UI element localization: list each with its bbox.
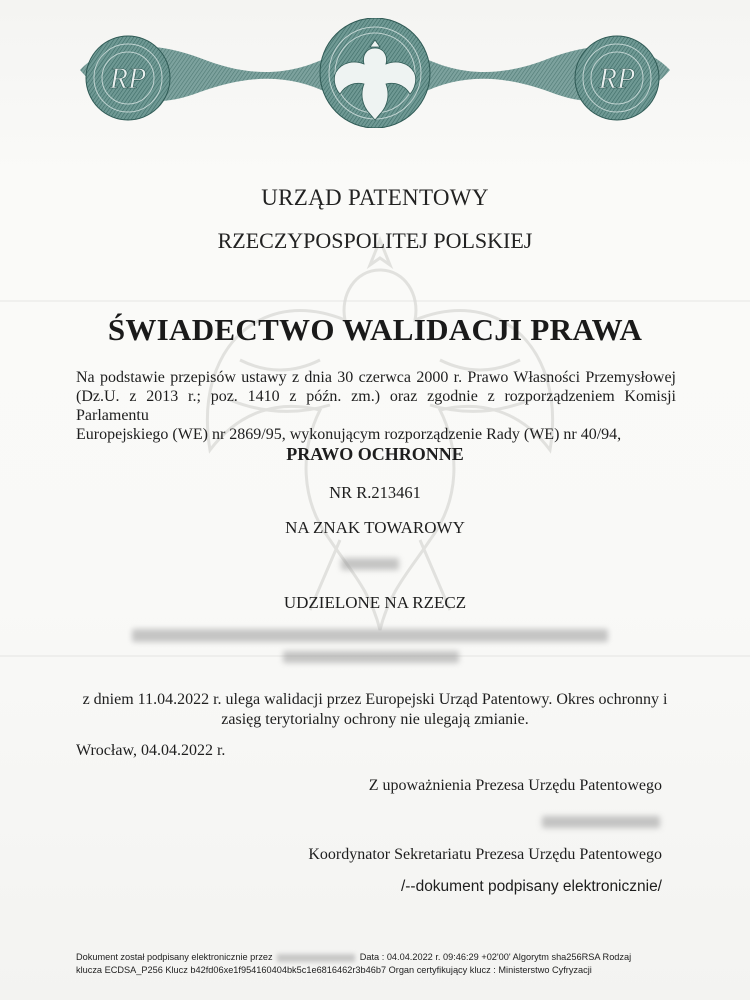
- footer-line: klucza ECDSA_P256 Klucz b42fd06xe1f954160404bk5c1e6816462r3b46b7 Organ certyfikujący klucz : Ministerstwo Cyfryzacji: [76, 965, 592, 975]
- trademark-subject: NA ZNAK TOWAROWY: [285, 518, 465, 537]
- document-title: ŚWIADECTWO WALIDACJI PRAWA: [107, 312, 643, 347]
- right-type: PRAWO OCHRONNE: [286, 444, 464, 464]
- rp-monogram-left: RP: [109, 62, 147, 95]
- redacted-signer: [277, 954, 355, 962]
- validation-line: z dniem 11.04.2022 r. ulega walidacji przez Europejski Urząd Patentowy. Okres ochronny i: [82, 691, 668, 708]
- redacted-owner-line: [283, 651, 459, 663]
- place-and-date: Wrocław, 04.04.2022 r.: [76, 742, 226, 759]
- validation-line: zasięg terytorialny ochrony nie ulegają zmianie.: [221, 711, 529, 728]
- legal-basis-paragraph: [76, 368, 676, 444]
- electronic-signature-note: /--dokument podpisany elektronicznie/: [400, 878, 662, 895]
- redacted-trademark-name: [341, 558, 399, 570]
- legal-basis-line: Na podstawie przepisów ustawy z dnia 30 czerwca 2000 r. Prawo Własności Przemysłowej: [76, 369, 676, 386]
- signatory-position: Koordynator Sekretariatu Prezesa Urzędu Patentowego: [308, 846, 662, 863]
- legal-basis-line: Europejskiego (WE) nr 2869/95, wykonującym rozporządzenie Rady (WE) nr 40/94,: [76, 426, 622, 443]
- redacted-signatory-name: [542, 816, 660, 828]
- redacted-owner-line: [132, 629, 608, 642]
- footer-date-algorithm: Data : 04.04.2022 r. 09:46:29 +02'00' Algorytm sha256RSA Rodzaj: [359, 952, 632, 962]
- right-number: NR R.213461: [329, 483, 421, 502]
- rp-monogram-right: RP: [598, 62, 636, 95]
- authorization-note: Z upoważnienia Prezesa Urzędu Patentowego: [368, 777, 662, 794]
- footer-signed-by-label: Dokument został podpisany elektronicznie przez: [76, 952, 273, 962]
- signature-metadata-footer: [76, 951, 696, 977]
- office-name-line2: RZECZYPOSPOLITEJ POLSKIEJ: [217, 228, 533, 253]
- granted-to-label: UDZIELONE NA RZECZ: [283, 593, 467, 612]
- office-name-line1: URZĄD PATENTOWY: [261, 185, 489, 210]
- footer-line: [76, 951, 696, 964]
- guilloche-header-emblem: [70, 18, 680, 128]
- legal-basis-line: (Dz.U. z 2013 r.; poz. 1410 z późn. zm.) oraz zgodnie z rozporządzeniem Komisji Parlamentu: [76, 388, 676, 424]
- validation-paragraph: [80, 690, 670, 730]
